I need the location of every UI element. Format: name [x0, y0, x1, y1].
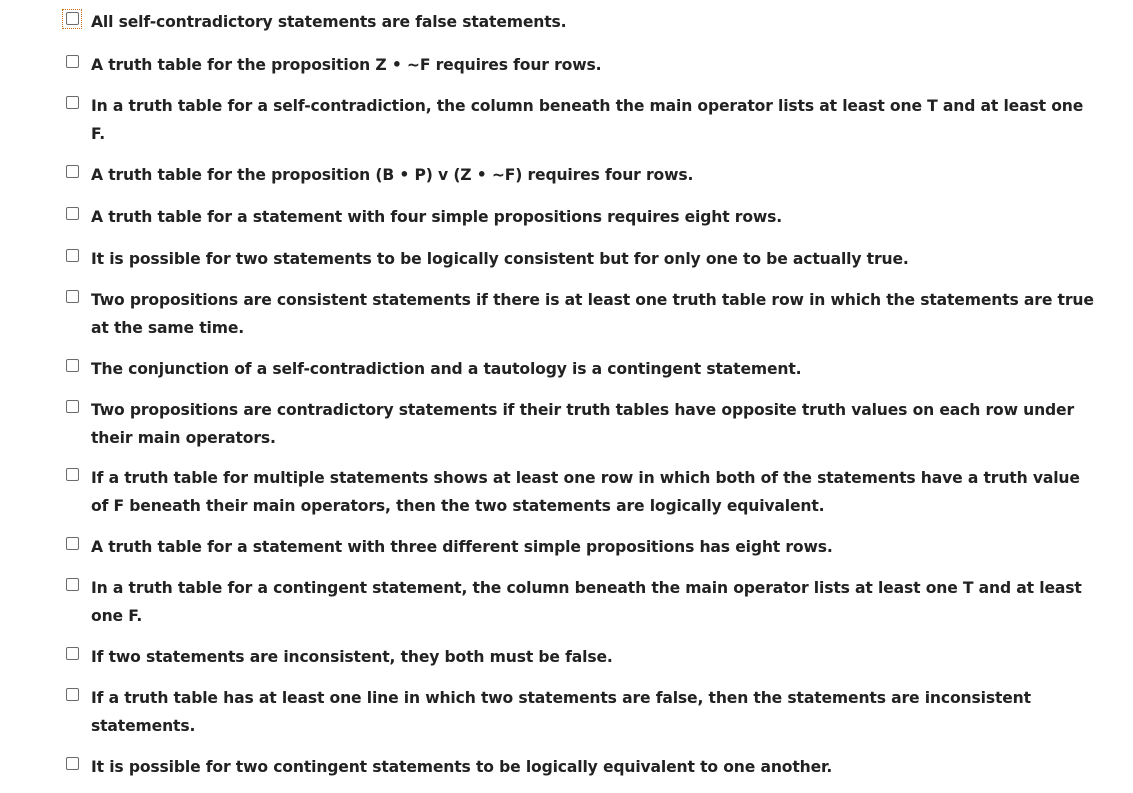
checkbox[interactable] [66, 647, 79, 660]
checkbox-container[interactable] [62, 287, 82, 307]
checkbox-label[interactable]: All self-contradictory statements are false statements. [91, 13, 567, 31]
checkbox-container[interactable] [62, 644, 82, 664]
checkbox[interactable] [66, 688, 79, 701]
checkbox-label[interactable]: Two propositions are consistent statements if there is at least one truth table row in which the statements are true at the same time. [91, 291, 1094, 337]
checkbox-focus-ring[interactable] [62, 9, 82, 29]
checkbox-label[interactable]: It is possible for two statements to be logically consistent but for only one to be actually true. [91, 250, 909, 268]
checkbox-label[interactable]: If two statements are inconsistent, they both must be false. [91, 648, 613, 666]
checkbox-container[interactable] [62, 356, 82, 376]
checkbox-label[interactable]: Two propositions are contradictory statements if their truth tables have opposite truth values on each row under their main operators. [91, 401, 1075, 447]
checkbox-label[interactable]: If a truth table has at least one line in which two statements are false, then the statements are inconsistent statements. [91, 689, 1031, 735]
checkbox-label[interactable]: A truth table for the proposition (B • P) v (Z • ~F) requires four rows. [91, 166, 694, 184]
checkbox-label[interactable]: A truth table for the proposition Z • ~F requires four rows. [91, 56, 602, 74]
checkbox-label[interactable]: In a truth table for a contingent statement, the column beneath the main operator lists at least one T and at least one F. [91, 579, 1082, 625]
checkbox-label[interactable]: If a truth table for multiple statements shows at least one row in which both of the statements have a truth value of F beneath their main operators, then the two statements are logically equivalent. [91, 469, 1080, 515]
checkbox-container[interactable] [62, 685, 82, 705]
checkbox-container[interactable] [62, 534, 82, 554]
checkbox[interactable] [66, 290, 79, 303]
checkbox-container[interactable] [62, 246, 82, 266]
checkbox[interactable] [66, 207, 79, 220]
checkbox-container[interactable] [62, 754, 82, 774]
checkbox-container[interactable] [62, 465, 82, 485]
checkbox-label[interactable]: It is possible for two contingent statements to be logically equivalent to one another. [91, 758, 833, 776]
checkbox-label[interactable]: In a truth table for a self-contradiction, the column beneath the main operator lists at least one T and at least one F. [91, 97, 1084, 143]
checkbox-label[interactable]: The conjunction of a self-contradiction and a tautology is a contingent statement. [91, 360, 802, 378]
checkbox-label[interactable]: A truth table for a statement with three different simple propositions has eight rows. [91, 538, 833, 556]
checkbox[interactable] [66, 757, 79, 770]
checkbox[interactable] [66, 249, 79, 262]
checkbox[interactable] [66, 468, 79, 481]
checkbox[interactable] [66, 400, 79, 413]
checkbox-container[interactable] [62, 162, 82, 182]
checkbox[interactable] [66, 165, 79, 178]
checkbox[interactable] [66, 55, 79, 68]
checkbox-container[interactable] [62, 575, 82, 595]
checkbox[interactable] [66, 96, 79, 109]
checkbox-container[interactable] [62, 52, 82, 72]
checkbox[interactable] [66, 578, 79, 591]
checkbox-label[interactable]: A truth table for a statement with four simple propositions requires eight rows. [91, 208, 783, 226]
checkbox[interactable] [66, 359, 79, 372]
checkbox[interactable] [66, 537, 79, 550]
checkbox-container[interactable] [62, 93, 82, 113]
checkbox-container[interactable] [62, 204, 82, 224]
checkbox[interactable] [66, 12, 79, 25]
checkbox-container[interactable] [62, 397, 82, 417]
